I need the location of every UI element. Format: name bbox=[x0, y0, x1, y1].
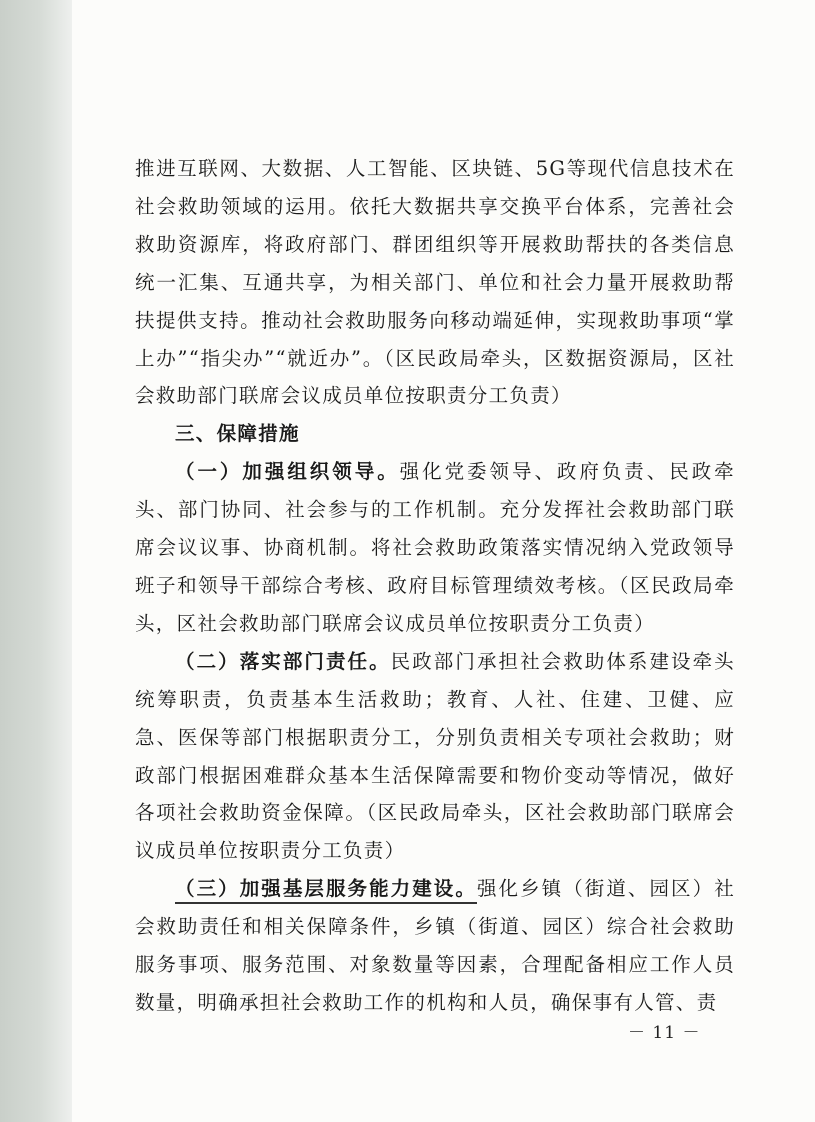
paragraph-lead-grassroots: （三）加强基层服务能力建设。 bbox=[175, 877, 477, 904]
paragraph-department-responsibility bbox=[135, 643, 735, 870]
paragraph-organization-leadership bbox=[135, 453, 735, 643]
page-number: － 11 － bbox=[628, 1023, 701, 1043]
paragraph-grassroots-capacity bbox=[135, 870, 735, 1022]
document-body bbox=[135, 150, 735, 1022]
paragraph-info-tech: 推进互联网、大数据、人工智能、区块链、5G等现代信息技术在社会救助领域的运用。依托大数据共享交换平台体系，完善社会救助资源库，将政府部门、群团组织等开展救助帮扶的各类信息统一汇集、互通共享，为相关部门、单位和社会力量开展救助帮扶提供支持。推动社会救助服务向移动端延伸，实现救助事项“掌上办”“指尖办”“就近办”。（区民政局牵头，区数据资源局，区社会救助部门联席会议成员单位按职责分工负责） bbox=[135, 157, 735, 408]
paragraph-body-department: 民政部门承担社会救助体系建设牵头统筹职责，负责基本生活救助；教育、人社、住建、卫健、应急、医保等部门根据职责分工，分别负责相关专项社会救助；财政部门根据困难群众基本生活保障需要和物价变动等情况，做好各项社会救助资金保障。（区民政局牵头，区社会救助部门联席会议成员单位按职责分工负责） bbox=[135, 649, 735, 863]
paragraph-body-grassroots: 强化乡镇（街道、园区）社会救助责任和相关保障条件，乡镇（街道、园区）综合社会救助服务事项、服务范围、对象数量等因素，合理配备相应工作人员数量，明确承担社会救助工作的机构和人员，确保事有人管、责 bbox=[135, 877, 735, 1014]
section-heading-safeguards: 三、保障措施 bbox=[175, 422, 300, 446]
paragraph-lead-organization: （一）加强组织领导。 bbox=[175, 460, 400, 484]
paragraph-lead-department: （二）落实部门责任。 bbox=[175, 649, 391, 673]
paragraph-body-organization: 强化党委领导、政府负责、民政牵头、部门协同、社会参与的工作机制。充分发挥社会救助部门联席会议议事、协商机制。将社会救助政策落实情况纳入党政领导班子和领导干部综合考核、政府目标管理绩效考核。（区民政局牵头，区社会救助部门联席会议成员单位按职责分工负责） bbox=[135, 460, 735, 635]
scan-edge bbox=[0, 0, 72, 1122]
